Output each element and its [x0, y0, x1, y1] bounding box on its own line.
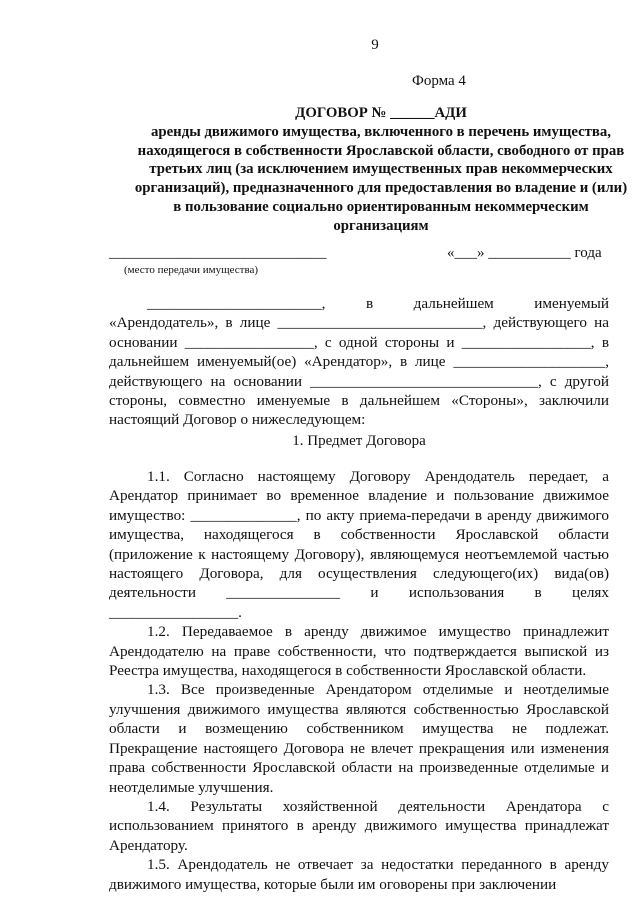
page-number: 9	[371, 37, 379, 53]
title-line-6: в пользование социально ориентированным некоммерческим	[173, 198, 589, 215]
clause-1-3: 1.3. Все произведенные Арендатором отделимые и неотделимые улучшения движимого имущества являются собственностью Ярославской области и возмещению собственником имущества не подлежат. Прекращение настоящего Договора не влечет прекращения или изменения права собственности Ярославской области на произведенные отделимые и неотделимые улучшения.	[109, 681, 609, 796]
title-line-5: организаций), предназначенного для предоставления во владение и (или)	[134, 180, 628, 197]
clauses	[109, 467, 609, 894]
clause-1-2: 1.2. Передаваемое в аренду движимое имущество принадлежит Арендодателю на праве собственности, что подтверждается выпиской из Реестра имущества, находящегося в собственности Ярославской области.	[109, 623, 609, 680]
date-blank: «___» ___________ года	[447, 245, 602, 261]
title-line-2: аренды движимого имущества, включенного в перечень имущества,	[150, 123, 612, 140]
place-caption: (место передачи имущества)	[124, 264, 259, 276]
clause-1-1: 1.1. Согласно настоящему Договору Арендодатель передает, а Арендатор принимает во временное владение и пользование движимое имущество: ______________, по акту приема-передачи в аренду движимого имущества, находящегося в собственности Ярославской области (приложение к настоящему Договору), являющемуся неотъемлемой частью настоящего Договора, для осуществления следующего(их) вида(ов) деятельности _______________ и использования в целях _________________.	[109, 468, 609, 621]
preamble-text: _______________________, в дальнейшем именуемый «Арендодатель», в лице ___________________________, действующего на основании _________________, с одной стороны и _________________, в дальнейшем именуемый(ое) «Арендатор», в лице ____________________, действующего на основании ______________________________, с другой стороны, совместно именуемые в дальнейшем «Стороны», заключили настоящий Договор о нижеследующем:	[109, 295, 609, 429]
place-blank: _____________________________	[109, 245, 327, 261]
title-line-1: ДОГОВОР № ______АДИ	[295, 105, 467, 121]
clause-1-5: 1.5. Арендодатель не отвечает за недостатки переданного в аренду движимого имущества, которые были им оговорены при заключении	[109, 856, 609, 893]
title-line-4: третьих лиц (за исключением имущественных прав некоммерческих	[149, 161, 613, 178]
title-line-7: организациям	[333, 217, 429, 234]
contract-title	[60, 104, 640, 236]
clause-1-4: 1.4. Результаты хозяйственной деятельности Арендатора с использованием принятого в аренду движимого имущества принадлежат Арендатору.	[109, 797, 609, 854]
section-title: 1. Предмет Договора	[292, 433, 426, 449]
form-label: Форма 4	[412, 73, 466, 89]
preamble	[109, 294, 609, 430]
title-line-3: находящегося в собственности Ярославской области, свободного от прав	[137, 142, 625, 159]
